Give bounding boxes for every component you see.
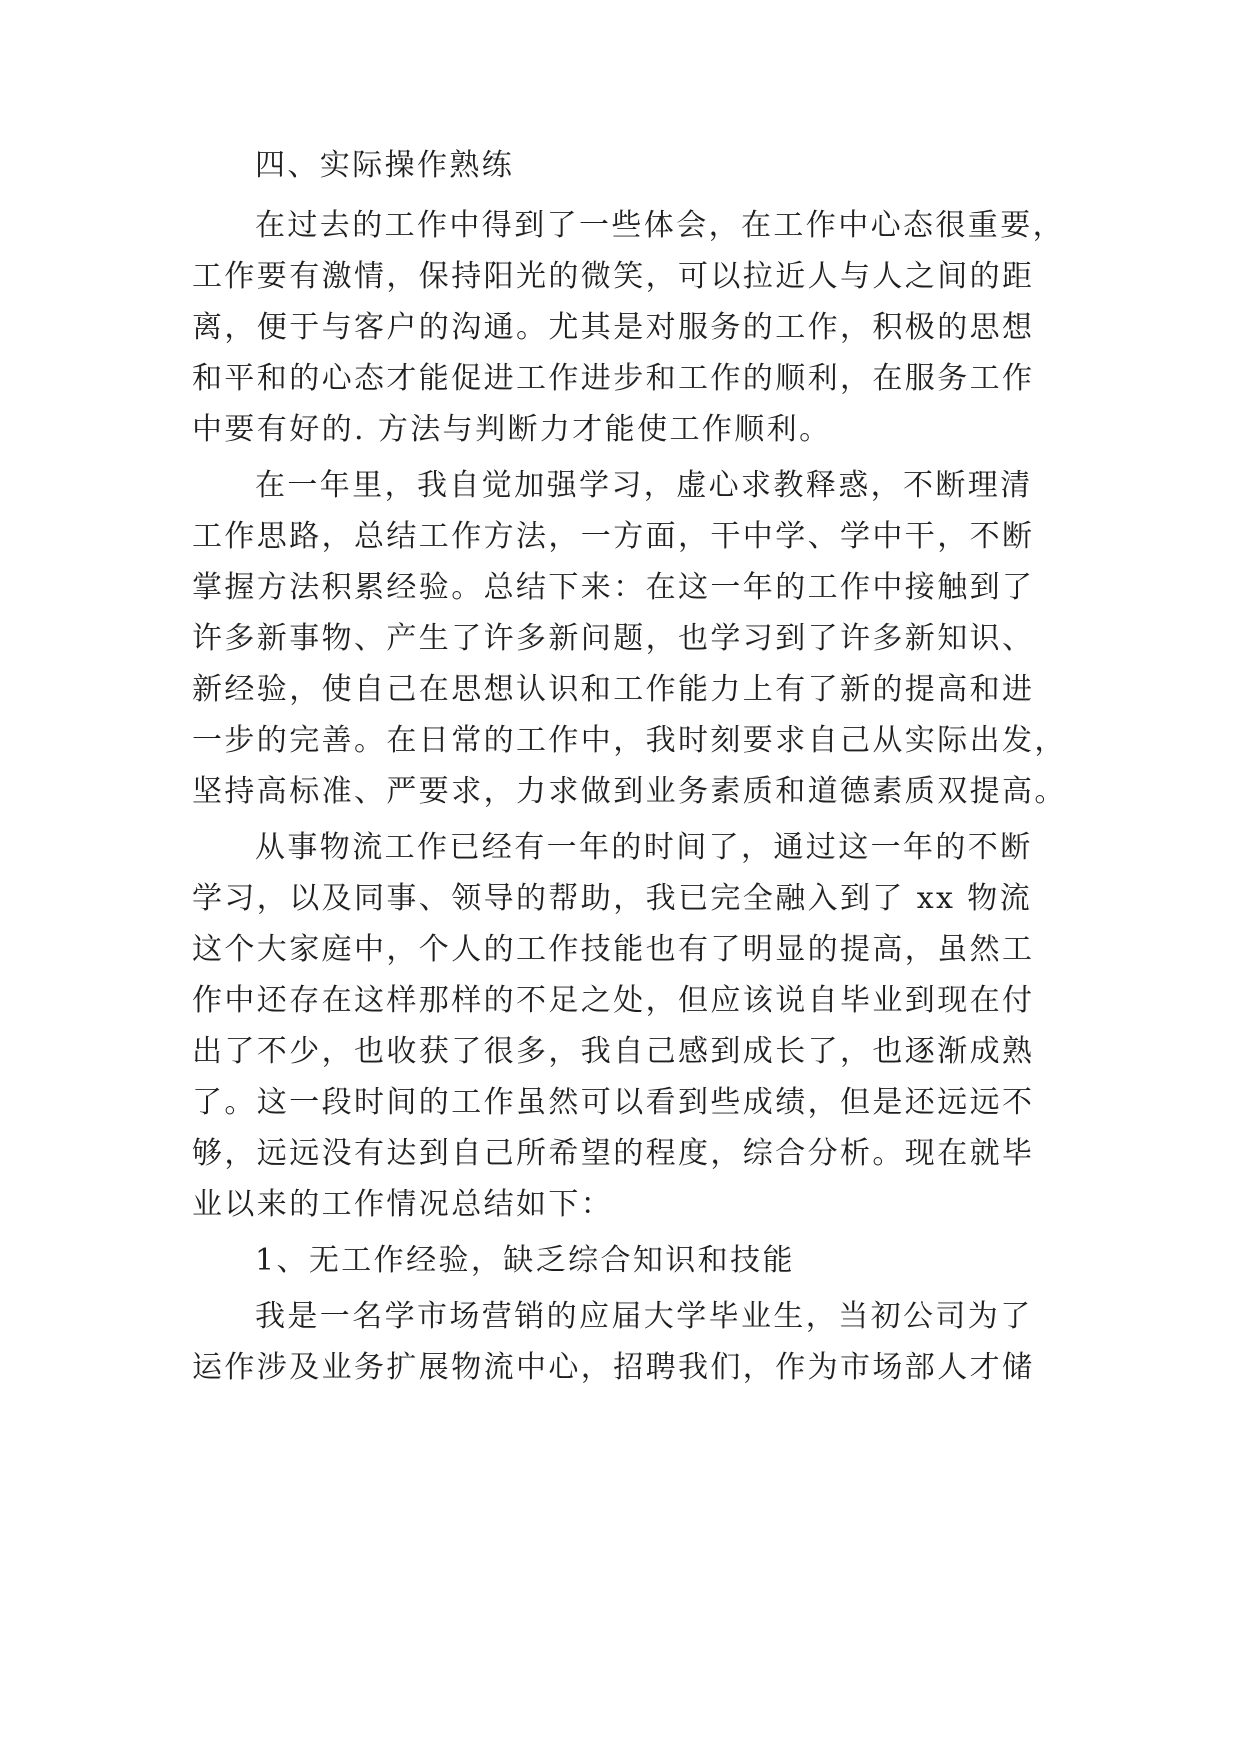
- paragraph-line: 在一年里，我自觉加强学习，虚心求教释惑，不断理清: [255, 468, 1033, 503]
- paragraph-line: 运作涉及业务扩展物流中心，招聘我们，作为市场部人才储: [192, 1350, 1035, 1385]
- paragraph-line: 这个大家庭中，个人的工作技能也有了明显的提高，虽然工: [192, 932, 1035, 967]
- paragraph-line: 出了不少，也收获了很多，我自己感到成长了，也逐渐成熟: [192, 1034, 1035, 1069]
- paragraph-line: 从事物流工作已经有一年的时间了，通过这一年的不断: [255, 830, 1033, 865]
- paragraph-line: 工作思路，总结工作方法，一方面，干中学、学中干，不断: [192, 519, 1035, 554]
- paragraph-line: 中要有好的. 方法与判断力才能使工作顺利。: [192, 412, 832, 447]
- subsection-heading: 1、无工作经验，缺乏综合知识和技能: [255, 1243, 795, 1278]
- paragraph-line: 和平和的心态才能促进工作进步和工作的顺利，在服务工作: [192, 361, 1035, 396]
- paragraph-line: 工作要有激情，保持阳光的微笑，可以拉近人与人之间的距: [192, 259, 1035, 294]
- paragraph-line: 学习，以及同事、领导的帮助，我已完全融入到了 xx 物流: [192, 881, 1033, 916]
- paragraph-line: 作中还存在这样那样的不足之处，但应该说自毕业到现在付: [192, 983, 1035, 1018]
- paragraph-line: 掌握方法积累经验。总结下来：在这一年的工作中接触到了: [192, 570, 1035, 605]
- paragraph-line: 够，远远没有达到自己所希望的程度，综合分析。现在就毕: [192, 1136, 1035, 1171]
- paragraph-line: 新经验，使自己在思想认识和工作能力上有了新的提高和进: [192, 672, 1035, 707]
- paragraph-line: 了。这一段时间的工作虽然可以看到些成绩，但是还远远不: [192, 1085, 1035, 1120]
- paragraph-line: 坚持高标准、严要求，力求做到业务素质和道德素质双提高。: [192, 774, 1067, 809]
- paragraph-line: 许多新事物、产生了许多新问题，也学习到了许多新知识、: [192, 621, 1035, 656]
- paragraph-line: 一步的完善。在日常的工作中，我时刻要求自己从实际出发，: [192, 723, 1067, 758]
- paragraph-line: 业以来的工作情况总结如下：: [192, 1187, 614, 1222]
- paragraph-line: 在过去的工作中得到了一些体会，在工作中心态很重要，: [255, 208, 1065, 243]
- paragraph-line: 我是一名学市场营销的应届大学毕业生，当初公司为了: [255, 1299, 1033, 1334]
- section-heading: 四、实际操作熟练: [255, 148, 515, 183]
- paragraph-line: 离，便于与客户的沟通。尤其是对服务的工作，积极的思想: [192, 310, 1035, 345]
